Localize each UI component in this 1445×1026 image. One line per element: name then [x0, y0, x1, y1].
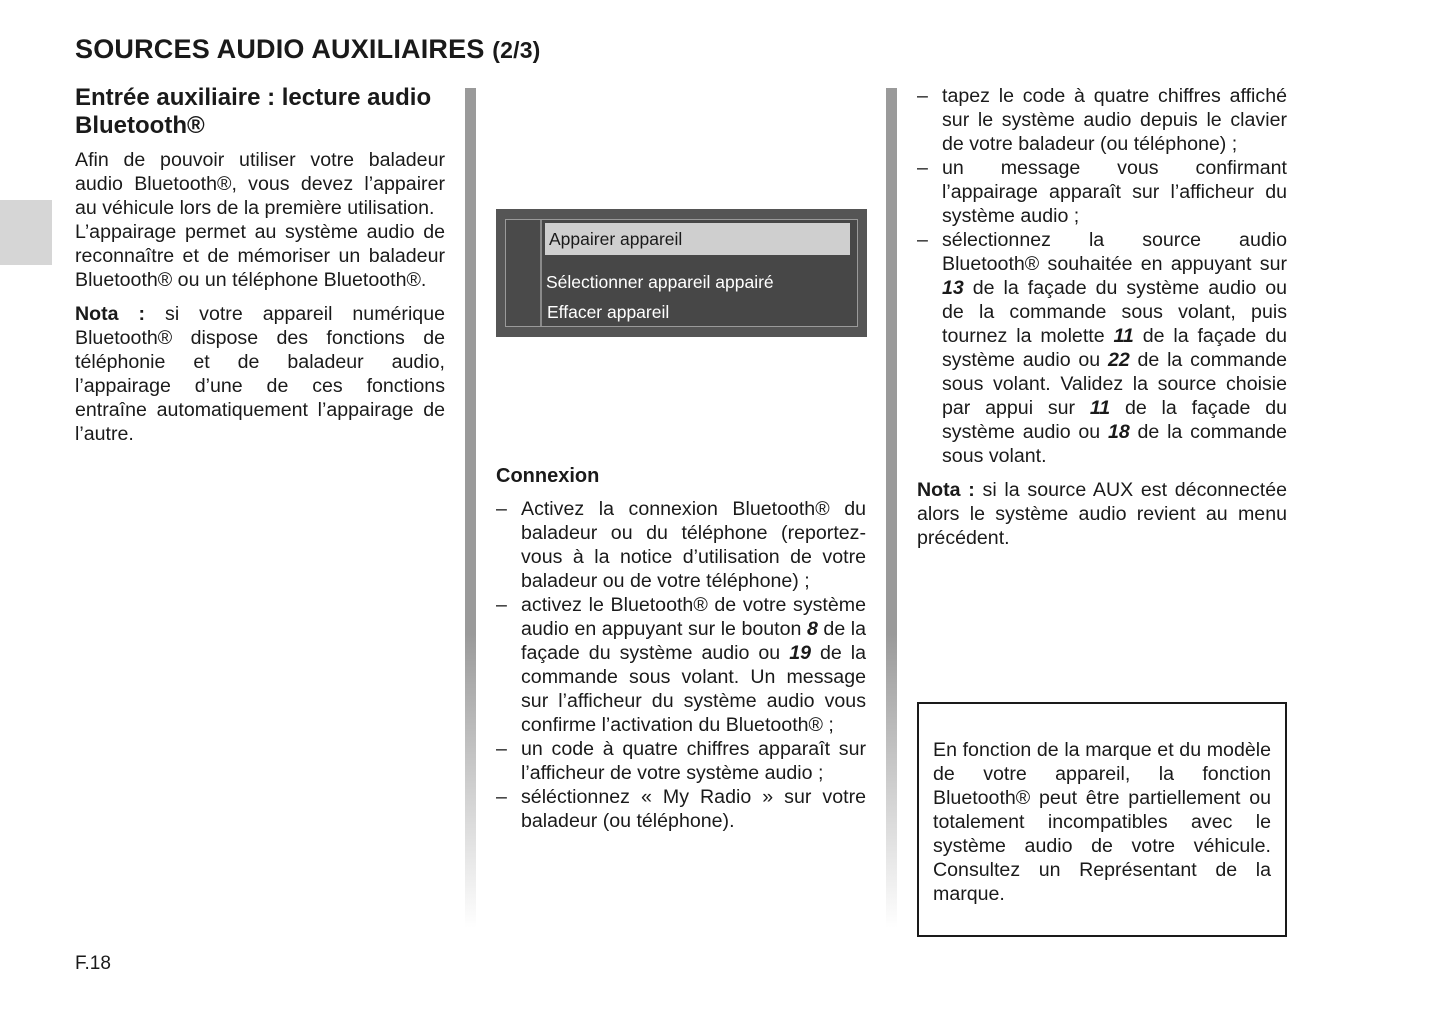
list-item-text: de la façade du système audio ou [942, 397, 1288, 443]
column-3 [917, 84, 1287, 550]
list-dash: – [917, 157, 928, 179]
nota-paragraph-2 [917, 478, 1287, 550]
nota-text: si votre appareil numérique Bluetooth® dispose des fonctions de téléphonie et de baladeur audio, l’appairage d’une de ces fonctions entraîne automatiquement l’appairage de l’autre. [75, 303, 445, 445]
chapter-tab-marker [0, 200, 52, 265]
page-title-suffix: (2/3) [492, 37, 541, 63]
list-item-text: de la commande sous volant. Un message sur l’afficheur du système audio vous confirme l’activation du Bluetooth® ; [521, 642, 866, 736]
list-item-text: de la façade du système audio ou [521, 618, 866, 664]
connexion-steps [496, 497, 866, 833]
column-divider-1 [465, 88, 476, 928]
list-item-text: activez le Bluetooth® de votre système audio en appuyant sur le bouton [521, 594, 866, 640]
audio-display-screen [496, 209, 867, 337]
list-item [917, 84, 1287, 156]
column-2 [496, 464, 866, 833]
list-item [917, 228, 1287, 468]
list-dash: – [917, 229, 928, 251]
ref-number: 8 [806, 618, 818, 640]
list-dash: – [496, 594, 507, 616]
paragraph-intro: Afin de pouvoir utiliser votre baladeur audio Bluetooth®, vous devez l’appairer au véhicule lors de la première utilisation. [75, 149, 445, 219]
paragraph-pairing: L’appairage permet au système audio de reconnaître et de mémoriser un baladeur Bluetooth® ou un téléphone Bluetooth®. [75, 221, 445, 291]
list-item [496, 785, 866, 833]
page-title [75, 34, 541, 65]
ref-number: 11 [1089, 397, 1111, 419]
list-item [496, 593, 866, 737]
column-divider-2 [886, 88, 897, 928]
list-dash: – [496, 498, 507, 520]
list-item-text: de la commande sous volant. Validez la source choisie par appui sur [942, 349, 1288, 419]
list-item-text: de la façade du système audio ou [942, 325, 1287, 371]
list-item-text: un message vous confirmant l’appairage apparaît sur l’afficheur du système audio ; [942, 157, 1287, 227]
list-item [496, 497, 866, 593]
ref-number: 18 [1107, 421, 1130, 443]
menu-item-select-paired: Sélectionner appareil appairé [546, 272, 774, 292]
page-title-main: SOURCES AUDIO AUXILIAIRES [75, 34, 485, 64]
list-dash: – [917, 85, 928, 107]
section-heading-connexion: Connexion [496, 465, 600, 487]
compatibility-note-box [917, 702, 1287, 937]
page-number: F.18 [75, 953, 111, 974]
list-dash: – [496, 738, 507, 760]
list-item-text: sélectionnez la source audio Bluetooth® souhaitée en appuyant sur [942, 229, 1287, 275]
menu-item-delete-device: Effacer appareil [547, 302, 670, 322]
column-1 [75, 84, 445, 446]
list-item-text: tapez le code à quatre chiffres affiché sur le système audio depuis le clavier de votre baladeur (ou téléphone) ; [942, 85, 1287, 155]
section-heading-bluetooth: Entrée auxiliaire : lecture audio Bluetooth® [75, 84, 432, 139]
ref-number: 13 [942, 277, 964, 299]
nota-label: Nota : [75, 303, 146, 325]
pairing-steps [917, 84, 1287, 468]
list-item-text: de la commande sous volant. [942, 421, 1288, 467]
menu-item-pair-device: Appairer appareil [545, 223, 850, 255]
nota-text: si la source AUX est déconnectée alors le système audio revient au menu précédent. [917, 479, 1287, 549]
list-item-text: séléctionnez « My Radio » sur votre baladeur (ou téléphone). [521, 786, 866, 832]
ref-number: 22 [1107, 349, 1130, 371]
list-item [496, 737, 866, 785]
list-item-text: un code à quatre chiffres apparaît sur l’afficheur de votre système audio ; [521, 738, 866, 784]
screen-frame [505, 219, 858, 327]
ref-number: 11 [1113, 325, 1134, 347]
list-item-text: Activez la connexion Bluetooth® du baladeur ou du téléphone (reportez-vous à la notice d’utilisation de votre baladeur ou de votre téléphone) ; [521, 498, 866, 592]
list-item-text: de la façade du système audio ou de la commande sous volant, puis tournez la molette [942, 277, 1287, 347]
list-dash: – [496, 786, 507, 808]
ref-number: 19 [789, 642, 811, 664]
nota-paragraph-1 [75, 302, 445, 446]
list-item [917, 156, 1287, 228]
screen-left-gutter [506, 220, 542, 326]
nota-label: Nota : [917, 479, 975, 501]
compatibility-note-text: En fonction de la marque et du modèle de votre appareil, la fonction Bluetooth® peut être partiellement ou totalement incompatibles avec le système audio de votre véhicule. Consultez un Représentant de la marque. [933, 739, 1271, 905]
